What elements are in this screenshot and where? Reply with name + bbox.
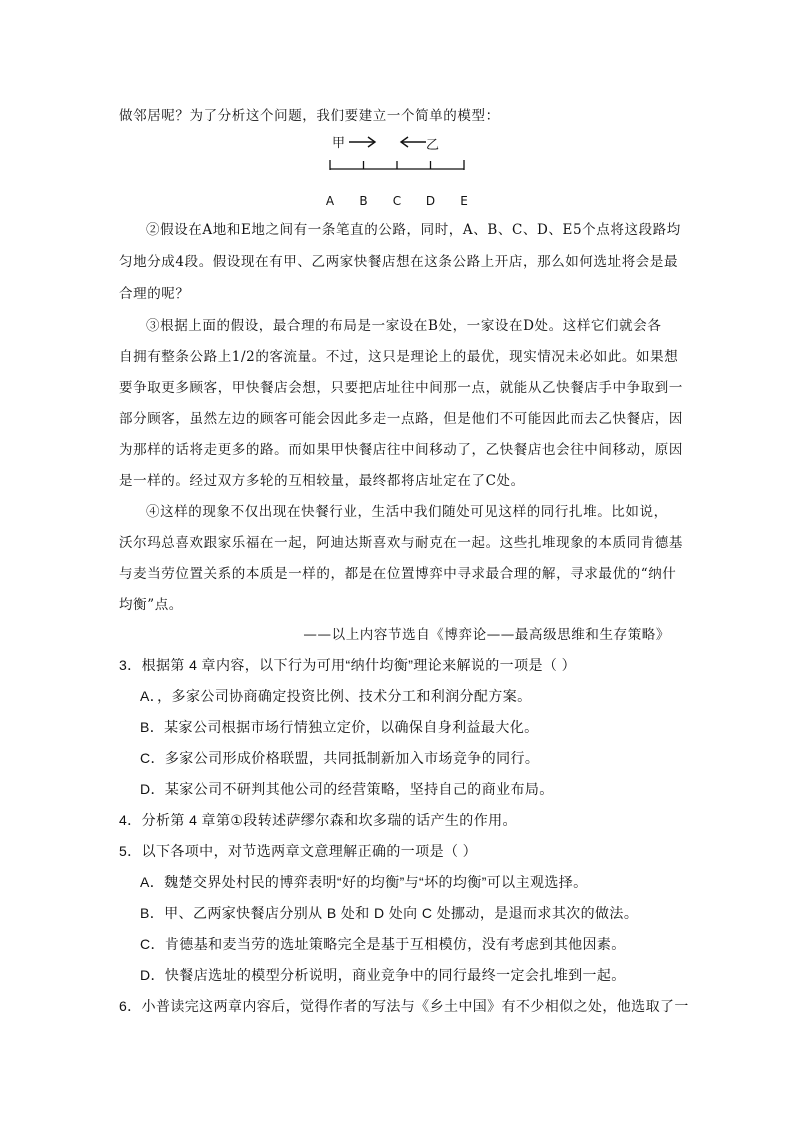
- passage-intro: 做邻居呢？为了分析这个问题，我们要建立一个简单的模型：: [119, 108, 500, 124]
- question-6-stem: 6．小普读完这两章内容后，觉得作者的写法与《乡土中国》有不少相似之处，他选取了一: [119, 998, 689, 1014]
- point-label-a: A: [325, 194, 335, 208]
- source-attribution: ——以上内容节选自《博弈论——最高级思维和生存策略》: [303, 627, 670, 643]
- paragraph-2-line: 匀地分成4段。假设现在有甲、乙两家快餐店想在这条公路上开店，那么如何选址将会是最: [119, 254, 679, 270]
- paragraph-4-line: 均衡”点。: [119, 597, 183, 613]
- question-5-option-c: C．肯德基和麦当劳的选址策略完全是基于互相模仿，没有考虑到其他因素。: [140, 936, 626, 952]
- question-3-stem: 3．根据第 4 章内容，以下行为可用“纳什均衡”理论来解说的一项是（ ）: [119, 657, 576, 673]
- question-3-option-a: A．，多家公司协商确定投资比例、技术分工和利润分配方案。: [140, 688, 532, 704]
- paragraph-4-line: 与麦当劳位置关系的本质是一样的，都是在位置博弈中寻求最合理的解，寻求最优的“纳什: [119, 566, 677, 582]
- shop-b-label: 乙: [426, 138, 440, 153]
- question-3-option-b: B．某家公司根据市场行情独立定价，以确保自身利益最大化。: [140, 719, 539, 735]
- point-label-e: E: [460, 194, 468, 208]
- paragraph-3-line: 自拥有整条公路上1/2的客流量。不过，这只是理论上的最优，现实情况未必如此。如果想: [119, 349, 679, 365]
- question-5-option-d: D．快餐店选址的模型分析说明，商业竞争中的同行最终一定会扎堆到一起。: [140, 967, 626, 983]
- paragraph-3-line: 为那样的话将走更多的路。而如果甲快餐店往中间移动了，乙快餐店也会往中间移动，原因: [119, 442, 683, 458]
- question-4-stem: 4．分析第 4 章第①段转述萨缪尔森和坎多瑞的话产生的作用。: [119, 812, 517, 828]
- paragraph-2-line: ②假设在A地和E地之间有一条笔直的公路，同时，A、B、C、D、E5个点将这段路均: [146, 222, 681, 238]
- question-3-option-c: C．多家公司形成价格联盟，共同抵制新加入市场竞争的同行。: [140, 750, 540, 766]
- question-5-option-a: A．魏楚交界处村民的博弈表明“好的均衡”与“坏的均衡”可以主观选择。: [140, 874, 588, 890]
- question-5-option-b: B．甲、乙两家快餐店分别从 B 处和 D 处向 C 处挪动，是退而求其次的做法。: [140, 905, 639, 921]
- shop-a-label: 甲: [332, 136, 346, 151]
- paragraph-3-line: 部分顾客，虽然左边的顾客可能会因此多走一点路，但是他们不可能因此而去乙快餐店，因: [119, 411, 683, 427]
- paragraph-2-line: 合理的呢？: [119, 286, 190, 302]
- paragraph-4-line: 沃尔玛总喜欢跟家乐福在一起，阿迪达斯喜欢与耐克在一起。这些扎堆现象的本质同肯德基: [119, 535, 683, 551]
- point-label-b: B: [359, 194, 368, 208]
- question-3-option-d: D．某家公司不研判其他公司的经营策略，坚持自己的商业布局。: [140, 781, 554, 797]
- paragraph-3-line: 要争取更多顾客，甲快餐店会想，只要把店址往中间那一点，就能从乙快餐店手中争取到一: [119, 380, 683, 396]
- point-label-c: C: [392, 194, 402, 208]
- question-5-stem: 5．以下各项中，对节选两章文意理解正确的一项是（ ）: [119, 843, 478, 859]
- location-model-diagram: [318, 125, 478, 215]
- paragraph-3-line: ③根据上面的假设，最合理的布局是一家设在B处，一家设在D处。这样它们就会各: [146, 318, 662, 334]
- paragraph-3-line: 是一样的。经过双方多轮的互相较量，最终都将店址定在了C处。: [119, 473, 525, 489]
- paragraph-4-line: ④这样的现象不仅出现在快餐行业，生活中我们随处可见这样的同行扎堆。比如说，: [146, 504, 668, 520]
- point-label-d: D: [425, 194, 436, 208]
